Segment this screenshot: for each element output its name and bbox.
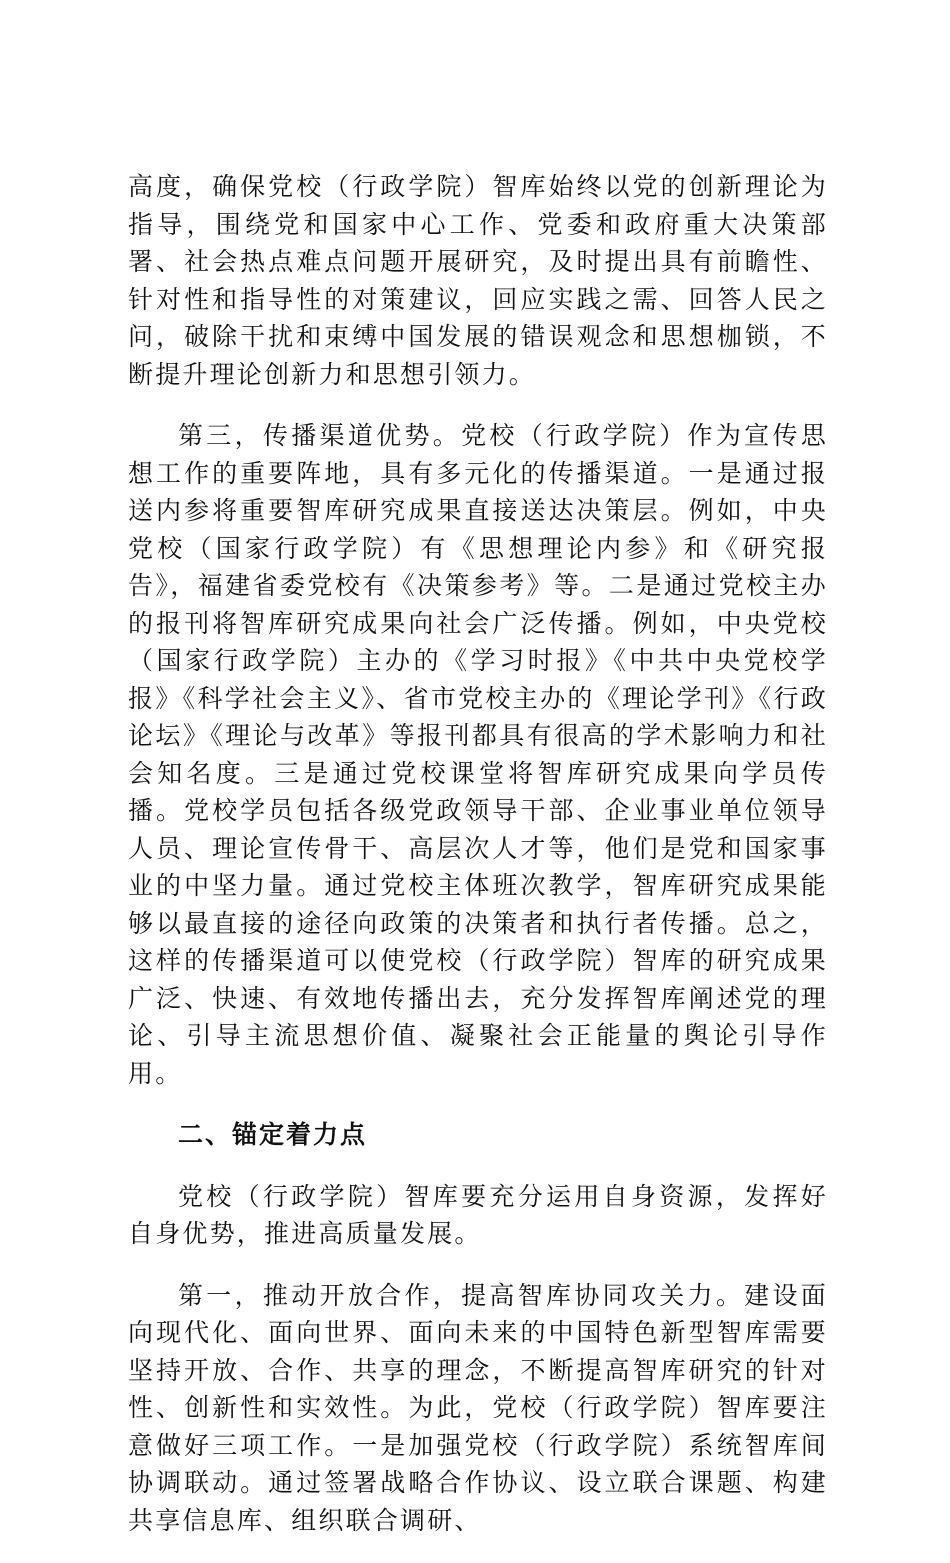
paragraph-open-cooperation: 第一，推动开放合作，提高智库协同攻关力。建设面向现代化、面向世界、面向未来的中国特色新型智库需要坚持开放、合作、共享的理念，不断提高智库研究的针对性、创新性和实效性。为此，党校（行政学院）智库要注意做好三项工作。一是加强党校（行政学院）系统智库间协调联动。通过签署战略合作协议、设立联合课题、构建共享信息库、组织联合调研、 — [128, 1280, 828, 1535]
paragraph-section-intro: 党校（行政学院）智库要充分运用自身资源，发挥好自身优势，推进高质量发展。 — [128, 1181, 828, 1248]
section-heading: 二、锚定着力点 — [178, 1120, 368, 1149]
paragraph-continuation: 高度，确保党校（行政学院）智库始终以党的创新理论为指导，围绕党和国家中心工作、党委和政府重大决策部署、社会热点难点问题开展研究，及时提出具有前瞻性、针对性和指导性的对策建议，回应实践之需、回答人民之问，破除干扰和束缚中国发展的错误观念和思想枷锁，不断提升理论创新力和思想引领力。 — [128, 172, 828, 389]
paragraph-communication-channels: 第三，传播渠道优势。党校（行政学院）作为宣传思想工作的重要阵地，具有多元化的传播渠道。一是通过报送内参将重要智库研究成果直接送达决策层。例如，中央党校（国家行政学院）有《思想理论内参》和《研究报告》，福建省委党校有《决策参考》等。二是通过党校主办的报刊将智库研究成果向社会广泛传播。例如，中央党校（国家行政学院）主办的《学习时报》《中共中央党校学报》《科学社会主义》、省市党校主办的《理论学刊》《行政论坛》《理论与改革》等报刊都具有很高的学术影响力和社会知名度。三是通过党校课堂将智库研究成果向学员传播。党校学员包括各级党政领导干部、企业事业单位领导人员、理论宣传骨干、高层次人才等，他们是党和国家事业的中坚力量。通过党校主体班次教学，智库研究成果能够以最直接的途径向政策的决策者和执行者传播。总之，这样的传播渠道可以使党校（行政学院）智库的研究成果广泛、快速、有效地传播出去，充分发挥智库阐述党的理论、引导主流思想价值、凝聚社会正能量的舆论引导作用。 — [128, 421, 828, 1088]
document-body — [128, 168, 828, 1563]
